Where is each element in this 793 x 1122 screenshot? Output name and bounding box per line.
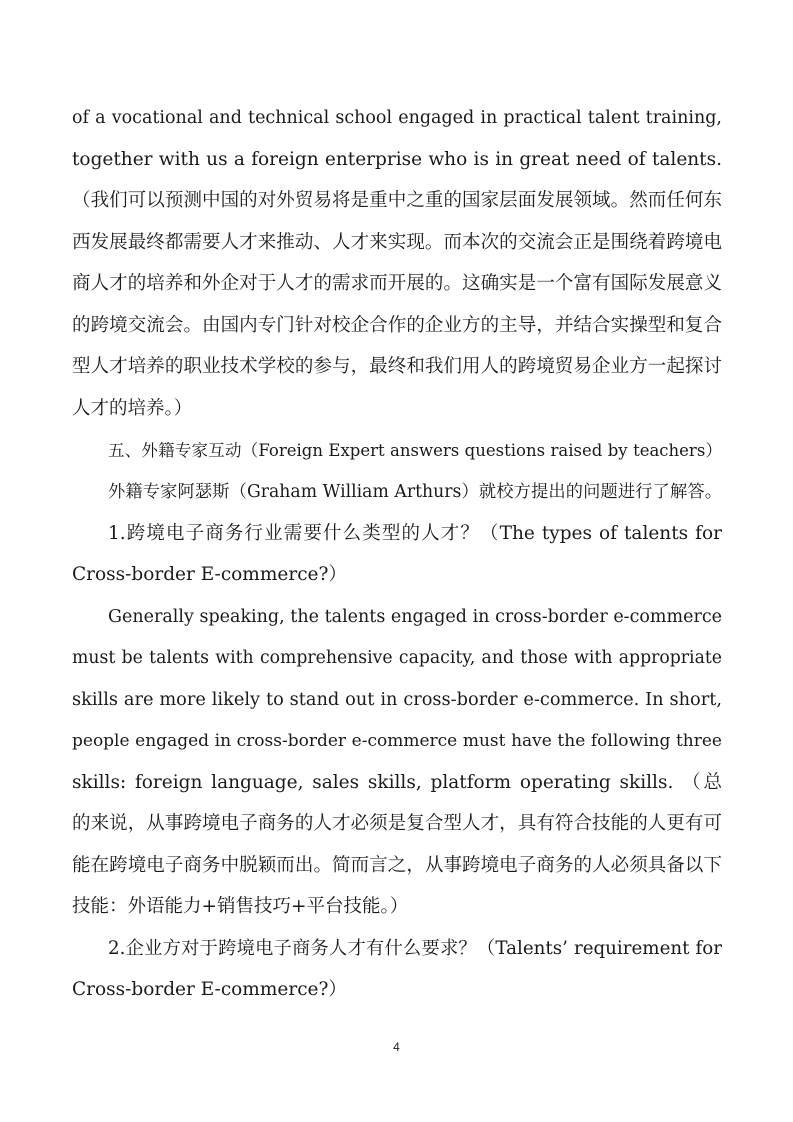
body-text-line: must be talents with comprehensive capacity, and those with appropriate — [72, 648, 722, 668]
section-heading: 五、外籍专家互动（Foreign Expert answers questions raised by teachers） — [108, 441, 722, 460]
page-number: 4 — [393, 1040, 400, 1054]
body-text-line: skills are more likely to stand out in cross-border e-commerce. In short, — [72, 690, 722, 710]
question-heading: 1.跨境电子商务行业需要什么类型的人才？（The types of talents for — [108, 523, 722, 544]
body-text-line: （我们可以预测中国的对外贸易将是重中之重的国家层面发展领域。然而任何东 — [72, 190, 722, 211]
body-text-line: 西发展最终都需要人才来推动、人才来实现。而本次的交流会正是围绕着跨境电 — [72, 232, 722, 253]
body-text-line: of a vocational and technical school engaged in practical talent training, — [72, 108, 722, 128]
body-text-line: 的跨境交流会。由国内专门针对校企合作的企业方的主导，并结合实操型和复合 — [72, 315, 722, 336]
body-text-line: people engaged in cross-border e-commerce must have the following three — [72, 731, 722, 751]
body-text-line: together with us a foreign enterprise who is in great need of talents. — [72, 149, 722, 170]
body-text-line: skills: foreign language, sales skills, platform operating skills. （总 — [72, 772, 722, 793]
body-text-line: 能在跨境电子商务中脱颖而出。简而言之，从事跨境电子商务的人必须具备以下 — [72, 855, 722, 876]
body-text-line: 的来说，从事跨境电子商务的人才必须是复合型人才，具有符合技能的人更有可 — [72, 813, 722, 834]
body-text-line: 技能：外语能力+销售技巧+平台技能。） — [72, 896, 409, 917]
body-text-line: 外籍专家阿瑟斯（Graham William Arthurs）就校方提出的问题进行了解答。 — [108, 482, 722, 502]
body-text-line: 商人才的培养和外企对于人才的需求而开展的。这确实是一个富有国际发展意义 — [72, 273, 722, 294]
question-heading: Cross-border E-commerce?） — [72, 564, 347, 585]
body-text-line: Generally speaking, the talents engaged in cross-border e-commerce — [108, 607, 722, 627]
question-heading: 2.企业方对于跨境电子商务人才有什么要求？（Talents’ requirement for — [108, 938, 722, 959]
question-heading: Cross-border E-commerce?） — [72, 979, 347, 1000]
body-text-line: 人才的培养。） — [72, 398, 193, 419]
body-text-line: 型人才培养的职业技术学校的参与，最终和我们用人的跨境贸易企业方一起探讨 — [72, 356, 722, 377]
